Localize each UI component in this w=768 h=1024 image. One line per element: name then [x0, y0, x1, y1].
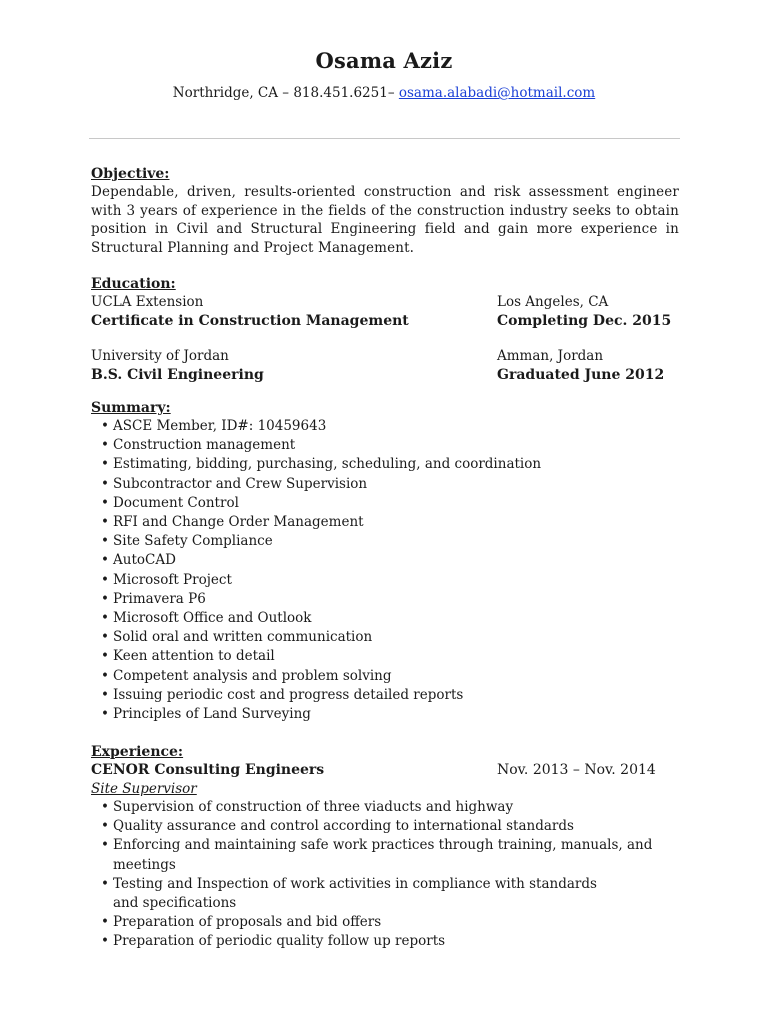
- objective-text: Dependable, driven, results-oriented construction and risk assessment engineer with 3 years of experience in the fields of the construction industry seeks to obtain position in Civil and Structural Engineering field and gain more experience in Structural Planning and Project Management.: [91, 184, 679, 256]
- education-degree: B.S. Civil Engineering: [91, 367, 264, 383]
- education-location: Los Angeles, CA: [497, 294, 609, 310]
- list-item: • Estimating, bidding, purchasing, scheduling, and coordination: [91, 455, 679, 474]
- job-company: CENOR Consulting Engineers: [91, 762, 325, 778]
- list-item: • Principles of Land Surveying: [91, 705, 679, 724]
- list-item: • Supervision of construction of three viaducts and highway: [91, 798, 679, 817]
- job-header-row: [91, 761, 679, 780]
- list-item: • Quality assurance and control according to international standards: [91, 817, 679, 836]
- summary-list: [91, 417, 679, 724]
- list-item: • Site Safety Compliance: [91, 532, 679, 551]
- summary-heading: Summary:: [91, 400, 171, 416]
- education-institution-row: [91, 347, 679, 366]
- list-item: • Solid oral and written communication: [91, 628, 679, 647]
- education-institution-row: [91, 293, 679, 312]
- education-date: Completing Dec. 2015: [497, 313, 672, 329]
- list-item: • Document Control: [91, 494, 679, 513]
- list-item: • AutoCAD: [91, 551, 679, 570]
- list-item: • Testing and Inspection of work activities in compliance with standards and specifications: [91, 875, 679, 913]
- education-section: [91, 275, 679, 385]
- education-date: Graduated June 2012: [497, 367, 665, 383]
- education-location: Amman, Jordan: [497, 348, 604, 364]
- contact-line: [0, 85, 768, 101]
- job-dates: Nov. 2013 – Nov. 2014: [497, 762, 656, 778]
- education-degree: Certificate in Construction Management: [91, 313, 409, 329]
- list-item: • Microsoft Office and Outlook: [91, 609, 679, 628]
- education-entry: [91, 293, 679, 331]
- job-duties-list: [91, 798, 679, 952]
- education-degree-row: [91, 312, 679, 331]
- job-role: Site Supervisor: [91, 781, 197, 797]
- education-heading: Education:: [91, 276, 176, 292]
- list-item: • Competent analysis and problem solving: [91, 667, 679, 686]
- list-item: • Enforcing and maintaining safe work practices through training, manuals, and meetings: [91, 836, 679, 874]
- education-institution: UCLA Extension: [91, 294, 204, 310]
- list-item: • RFI and Change Order Management: [91, 513, 679, 532]
- experience-section: [91, 743, 679, 952]
- header-divider: [89, 138, 680, 139]
- list-item: • Primavera P6: [91, 590, 679, 609]
- list-item: • Keen attention to detail: [91, 647, 679, 666]
- list-item: • ASCE Member, ID#: 10459643: [91, 417, 679, 436]
- education-institution: University of Jordan: [91, 348, 229, 364]
- candidate-name: Osama Aziz: [315, 48, 453, 73]
- list-item: • Preparation of proposals and bid offers: [91, 913, 679, 932]
- education-entry: [91, 347, 679, 385]
- objective-heading: Objective:: [91, 166, 170, 182]
- list-item: • Preparation of periodic quality follow up reports: [91, 932, 679, 951]
- objective-section: [91, 165, 679, 257]
- list-item: • Subcontractor and Crew Supervision: [91, 475, 679, 494]
- summary-section: [91, 399, 679, 724]
- list-item: • Issuing periodic cost and progress detailed reports: [91, 686, 679, 705]
- contact-location-phone: Northridge, CA – 818.451.6251–: [172, 85, 399, 101]
- list-item: • Microsoft Project: [91, 571, 679, 590]
- experience-heading: Experience:: [91, 744, 184, 760]
- education-degree-row: [91, 366, 679, 385]
- list-item: • Construction management: [91, 436, 679, 455]
- email-link[interactable]: osama.alabadi@hotmail.com: [398, 85, 596, 101]
